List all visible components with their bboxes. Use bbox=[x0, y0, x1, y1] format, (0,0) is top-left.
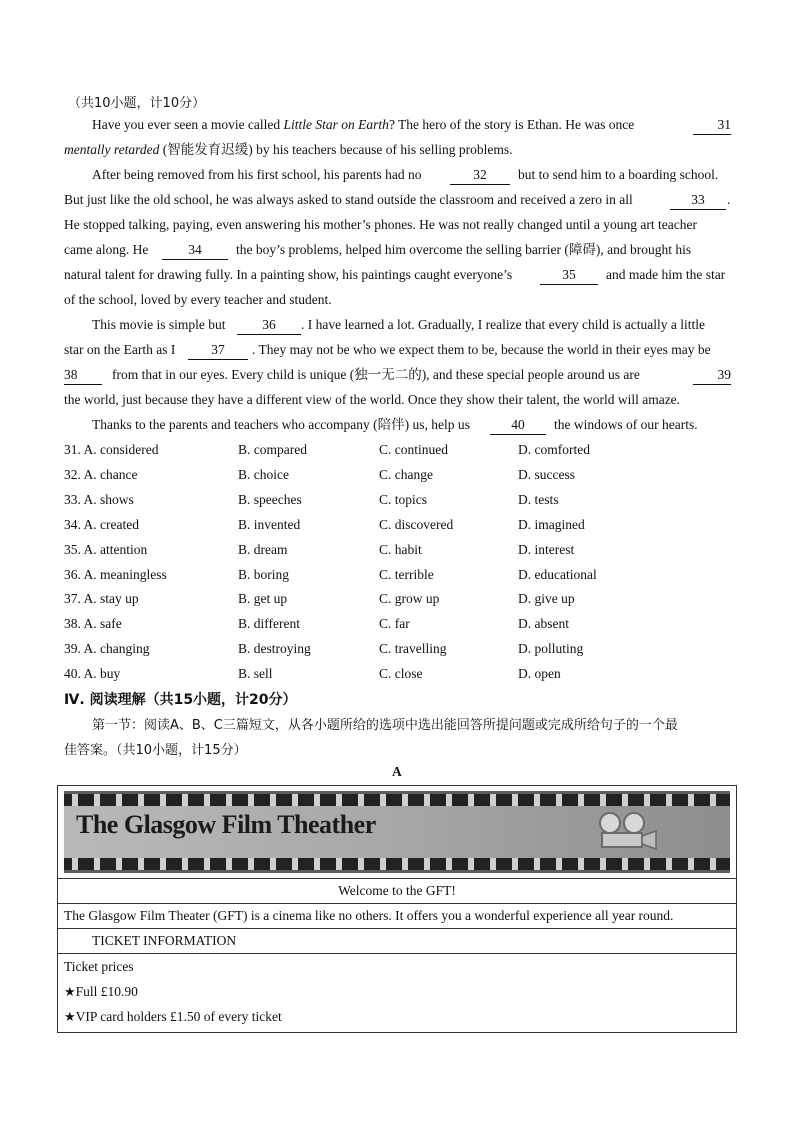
text-span: star on the Earth as I bbox=[64, 342, 176, 357]
cloze-line bbox=[64, 341, 731, 359]
cloze-line bbox=[64, 141, 731, 159]
blank-40[interactable]: 40 bbox=[490, 416, 546, 435]
text-span: the boy’s problems, helped him overcome the selling barrier (障碍), and brought his bbox=[236, 242, 692, 257]
option-b[interactable]: B. destroying bbox=[238, 641, 311, 657]
option-a[interactable]: 37. A. stay up bbox=[64, 591, 139, 607]
price-row-vip bbox=[64, 1008, 730, 1028]
text-span: After being removed from his first school, his parents had no bbox=[92, 167, 422, 182]
text-span: came along. He bbox=[64, 242, 149, 257]
text-span: from that in our eyes. Every child is unique (独一无二的), and these special people around us are bbox=[112, 367, 640, 382]
prices-cell bbox=[58, 954, 737, 1033]
instruction-line: 佳答案。（共10小题，计15分） bbox=[64, 743, 247, 758]
ticket-info-cell: TICKET INFORMATION bbox=[58, 929, 737, 954]
intro-cell: The Glasgow Film Theater (GFT) is a cinema like no others. It offers you a wonderful experience all year round. bbox=[58, 904, 737, 929]
cloze-line bbox=[92, 166, 731, 184]
option-a[interactable]: 35. A. attention bbox=[64, 541, 148, 557]
option-a[interactable]: 32. A. chance bbox=[64, 466, 138, 482]
price-full: Full £10.90 bbox=[75, 984, 138, 999]
option-a[interactable]: 40. A. buy bbox=[64, 666, 121, 682]
blank-37[interactable]: 37 bbox=[188, 341, 248, 360]
movie-title: Little Star on Earth bbox=[283, 117, 389, 132]
cloze-line: of the school, loved by every teacher and student. bbox=[64, 292, 332, 307]
cloze-line bbox=[64, 191, 731, 209]
text-span: but to send him to a boarding school. bbox=[518, 167, 719, 182]
cloze-line bbox=[92, 416, 731, 434]
option-d[interactable]: D. absent bbox=[518, 616, 569, 632]
blank-34[interactable]: 34 bbox=[162, 241, 228, 260]
blank-36[interactable]: 36 bbox=[237, 316, 301, 335]
option-a[interactable]: 38. A. safe bbox=[64, 616, 122, 632]
option-d[interactable]: D. imagined bbox=[518, 516, 585, 532]
blank-32[interactable]: 32 bbox=[450, 166, 510, 185]
option-b[interactable]: B. invented bbox=[238, 516, 301, 532]
option-d[interactable]: D. success bbox=[518, 466, 575, 482]
option-d[interactable]: D. comforted bbox=[518, 442, 590, 457]
price-row-full bbox=[64, 983, 730, 1008]
cloze-line bbox=[92, 116, 731, 134]
text-span: ? The hero of the story is Ethan. He was once bbox=[388, 117, 635, 132]
option-b[interactable]: B. compared bbox=[238, 442, 307, 457]
instruction-line: 第一节：阅读A、B、C三篇短文，从各小题所给的选项中选出能回答所提问题或完成所给句子的一个最 bbox=[92, 718, 678, 733]
gft-table bbox=[57, 785, 737, 1033]
option-d[interactable]: D. educational bbox=[518, 566, 597, 582]
option-c[interactable]: C. habit bbox=[379, 541, 422, 557]
blank-38[interactable]: 38 bbox=[64, 366, 102, 385]
blank-39[interactable]: 39 bbox=[693, 366, 731, 385]
text-span: . They may not be who we expect them to be, because the world in their eyes may be bbox=[252, 342, 711, 357]
text-span: But just like the old school, he was always asked to stand outside the classroom and received a zero in all bbox=[64, 192, 633, 207]
film-strip bbox=[64, 858, 730, 870]
option-b[interactable]: B. dream bbox=[238, 541, 288, 557]
banner-title: The Glasgow Film Theather bbox=[76, 810, 376, 839]
option-c[interactable]: C. topics bbox=[379, 491, 428, 507]
option-c[interactable]: C. far bbox=[379, 616, 410, 632]
option-a[interactable]: 34. A. created bbox=[64, 516, 139, 532]
price-vip: VIP card holders £1.50 of every ticket bbox=[75, 1009, 282, 1024]
text-span: (智能发育迟缓) by his teachers because of his selling problems. bbox=[159, 142, 513, 157]
text-span: the windows of our hearts. bbox=[554, 417, 698, 432]
italic-term: mentally retarded bbox=[64, 142, 160, 157]
banner-cell bbox=[58, 786, 737, 879]
cloze-line: He stopped talking, paying, even answering his mother’s phones. He was not really changed until a young art teacher bbox=[64, 217, 697, 232]
option-b[interactable]: B. choice bbox=[238, 466, 289, 482]
option-d[interactable]: D. interest bbox=[518, 541, 575, 557]
text-span: natural talent for drawing fully. In a painting show, his paintings caught everyone’s bbox=[64, 267, 513, 282]
option-c[interactable]: C. discovered bbox=[379, 516, 454, 532]
text-span: This movie is simple but bbox=[92, 317, 226, 332]
text-span: and made him the star bbox=[606, 267, 726, 282]
cloze-intro: （共10小题，计10分） bbox=[68, 96, 206, 111]
welcome-cell: Welcome to the GFT! bbox=[58, 879, 737, 904]
option-a[interactable]: 31. A. considered bbox=[64, 442, 159, 457]
option-b[interactable]: B. sell bbox=[238, 666, 273, 682]
option-b[interactable]: B. speeches bbox=[238, 491, 302, 507]
text-span: . bbox=[727, 192, 731, 207]
option-c[interactable]: C. change bbox=[379, 466, 433, 482]
cloze-line bbox=[64, 266, 731, 284]
option-a[interactable]: 33. A. shows bbox=[64, 491, 134, 507]
option-c[interactable]: C. travelling bbox=[379, 641, 447, 657]
gft-banner-image bbox=[64, 791, 730, 873]
option-c[interactable]: C. close bbox=[379, 666, 423, 682]
film-projector-icon bbox=[590, 811, 660, 851]
text-span: . I have learned a lot. Gradually, I realize that every child is actually a little bbox=[301, 317, 705, 332]
option-d[interactable]: D. tests bbox=[518, 491, 559, 507]
option-b[interactable]: B. boring bbox=[238, 566, 290, 582]
blank-31[interactable]: 31 bbox=[693, 116, 731, 135]
option-a[interactable]: 39. A. changing bbox=[64, 641, 150, 657]
option-b[interactable]: B. different bbox=[238, 616, 300, 632]
option-c[interactable]: C. grow up bbox=[379, 591, 440, 607]
section-heading: Ⅳ. 阅读理解（共15小题，计20分） bbox=[64, 692, 297, 708]
text-span: Have you ever seen a movie called bbox=[92, 117, 284, 132]
option-c[interactable]: C. continued bbox=[379, 442, 448, 457]
option-c[interactable]: C. terrible bbox=[379, 566, 434, 582]
cloze-line bbox=[92, 316, 731, 334]
cloze-line bbox=[64, 241, 731, 259]
option-d[interactable]: D. polluting bbox=[518, 641, 584, 657]
star-icon: ★ bbox=[64, 1009, 76, 1024]
blank-35[interactable]: 35 bbox=[540, 266, 598, 285]
film-strip bbox=[64, 794, 730, 806]
option-d[interactable]: D. open bbox=[518, 666, 561, 682]
ticket-prices-label: Ticket prices bbox=[64, 959, 134, 974]
blank-33[interactable]: 33 bbox=[670, 191, 726, 210]
option-b[interactable]: B. get up bbox=[238, 591, 288, 607]
text-span: Thanks to the parents and teachers who accompany (陪伴) us, help us bbox=[92, 417, 470, 432]
passage-label: A bbox=[392, 764, 402, 779]
option-d[interactable]: D. give up bbox=[518, 591, 575, 607]
star-icon: ★ bbox=[64, 984, 76, 999]
cloze-line: the world, just because they have a different view of the world. Once they show their talent, the world will amaze. bbox=[64, 392, 681, 407]
option-a[interactable]: 36. A. meaningless bbox=[64, 566, 167, 582]
